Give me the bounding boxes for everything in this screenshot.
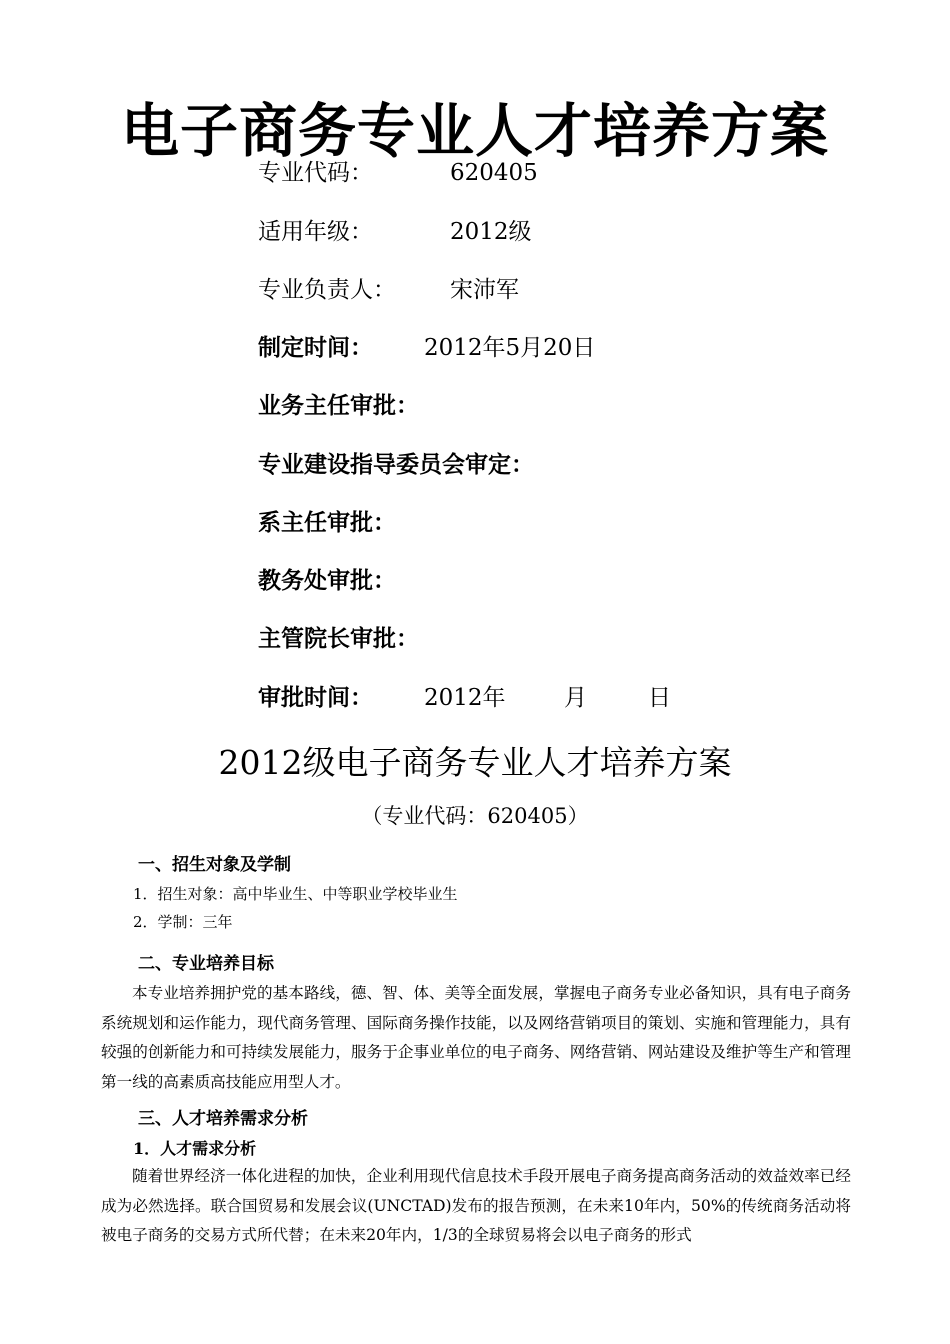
approval-month: 月 <box>564 685 587 711</box>
cover-row-dean-approval <box>258 624 419 654</box>
cover-label: 系主任审批： <box>258 509 396 536</box>
cover-value: 2012级 <box>450 219 532 245</box>
cover-label: 专业负责人： <box>258 277 396 303</box>
cover-label: 适用年级： <box>258 219 373 245</box>
cover-value: 宋沛军 <box>450 277 519 303</box>
cover-row-dept-approval <box>258 508 396 538</box>
cover-value: 2012年5月20日 <box>424 335 596 361</box>
section-heading-demand: 三、人才培养需求分析 <box>138 1109 308 1129</box>
cover-row-academic-approval <box>258 566 396 596</box>
document-title: 2012级电子商务专业人才培养方案 <box>218 743 732 782</box>
approval-day: 日 <box>648 685 671 711</box>
cover-row-grade <box>258 217 532 247</box>
cover-label: 专业建设指导委员会审定： <box>258 451 534 478</box>
cover-label: 业务主任审批： <box>258 392 419 419</box>
subsection-heading-demand: 1．人才需求分析 <box>133 1139 257 1158</box>
cover-value: 620405 <box>450 160 538 186</box>
cover-row-leader <box>258 275 519 305</box>
section-heading-goals: 二、专业培养目标 <box>138 954 274 974</box>
cover-row-business-approval <box>258 391 419 421</box>
approval-year: 2012年 <box>424 685 506 711</box>
cover-row-committee-approval <box>258 450 534 480</box>
paragraph-demand-clip <box>101 1162 851 1258</box>
cover-label: 制定时间： <box>258 334 373 361</box>
cover-label: 教务处审批： <box>258 567 396 594</box>
paragraph-demand: 随着世界经济一体化进程的加快，企业利用现代信息技术手段开展电子商务提高商务活动的效益效率已经成为必然选择。联合国贸易和发展会议(UNCTAD)发布的报告预测，在未来10年内，50%的传统商务活动将被电子商务的交易方式所代替；在未来20年内，1/3的全球贸易将会以电子商务的形式 <box>101 1167 851 1244</box>
cover-label: 主管院长审批： <box>258 625 419 652</box>
cover-label: 审批时间： <box>258 684 373 711</box>
cover-label: 专业代码： <box>258 160 373 186</box>
major-code-line: （专业代码：620405） <box>361 804 589 828</box>
cover-row-approval-date <box>258 683 671 713</box>
cover-title: 电子商务专业人才培养方案 <box>120 97 829 165</box>
cover-row-major-code <box>258 158 538 188</box>
paragraph-goals: 本专业培养拥护党的基本路线，德、智、体、美等全面发展，掌握电子商务专业必备知识，具有电子商务系统规划和运作能力，现代商务管理、国际商务操作技能，以及网络营销项目的策划、实施和管理能力，具有较强的创新能力和可持续发展能力，服务于企事业单位的电子商务、网络营销、网站建设及维护等生产和管理第一线的高素质高技能应用型人才。 <box>101 984 851 1091</box>
cover-row-date <box>258 333 596 363</box>
section-heading-enrollment: 一、招生对象及学制 <box>138 855 291 875</box>
list-item: 1．招生对象：高中毕业生、中等职业学校毕业生 <box>133 885 458 903</box>
list-item: 2．学制：三年 <box>133 913 233 931</box>
